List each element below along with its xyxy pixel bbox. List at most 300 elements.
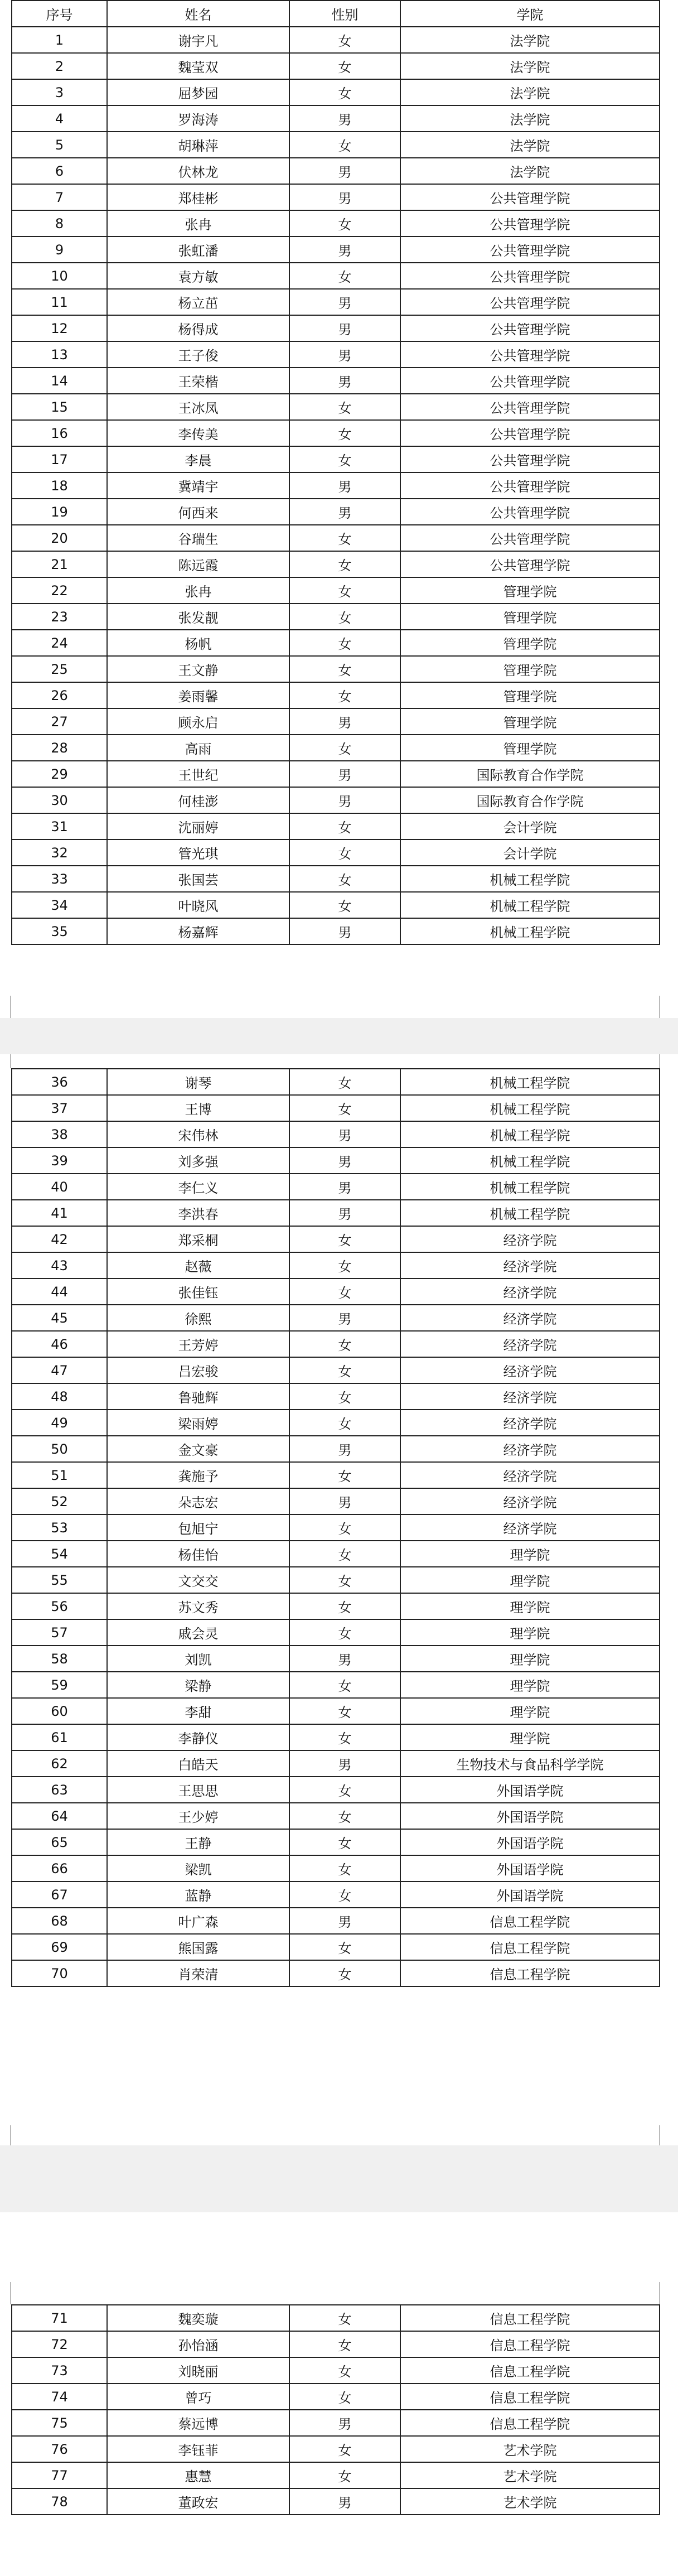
table-row — [12, 27, 660, 53]
cell-gender: 男 — [289, 787, 400, 813]
cell-college: 管理学院 — [400, 682, 660, 708]
cell-no: 2 — [12, 53, 107, 79]
cell-name: 姜雨馨 — [107, 682, 289, 708]
cell-gender: 女 — [289, 263, 400, 289]
cell-college: 公共管理学院 — [400, 263, 660, 289]
cell-name: 王思思 — [107, 1777, 289, 1803]
table-row — [12, 840, 660, 866]
cell-name: 曾巧 — [107, 2384, 289, 2410]
cell-gender: 男 — [289, 1174, 400, 1200]
cell-name: 王博 — [107, 1095, 289, 1121]
table-row — [12, 2410, 660, 2436]
cell-no: 31 — [12, 813, 107, 840]
cell-no: 20 — [12, 525, 107, 551]
cell-no: 17 — [12, 446, 107, 472]
cell-college: 经济学院 — [400, 1305, 660, 1331]
cell-gender: 女 — [289, 1829, 400, 1855]
cell-gender: 男 — [289, 1488, 400, 1514]
cell-gender: 男 — [289, 341, 400, 368]
cell-gender: 女 — [289, 2357, 400, 2384]
cell-college: 法学院 — [400, 53, 660, 79]
cell-name: 文交交 — [107, 1567, 289, 1593]
cell-no: 44 — [12, 1279, 107, 1305]
cell-name: 鲁驰辉 — [107, 1383, 289, 1410]
cell-gender: 女 — [289, 27, 400, 53]
cell-name: 叶晓风 — [107, 892, 289, 918]
table-row — [12, 1960, 660, 1986]
cell-no: 32 — [12, 840, 107, 866]
table-row — [12, 1777, 660, 1803]
cell-gender: 女 — [289, 1960, 400, 1986]
cell-college: 理学院 — [400, 1593, 660, 1619]
cell-college: 经济学院 — [400, 1357, 660, 1383]
cell-no: 23 — [12, 604, 107, 630]
table-row — [12, 892, 660, 918]
cell-gender: 男 — [289, 1200, 400, 1226]
cell-name: 王子俊 — [107, 341, 289, 368]
cell-no: 10 — [12, 263, 107, 289]
cell-no: 64 — [12, 1803, 107, 1829]
cell-gender: 女 — [289, 1226, 400, 1252]
cell-gender: 女 — [289, 2384, 400, 2410]
cell-no: 76 — [12, 2436, 107, 2462]
cell-gender: 女 — [289, 1803, 400, 1829]
table-row — [12, 158, 660, 184]
table-row — [12, 1803, 660, 1829]
table-row — [12, 105, 660, 132]
table-row — [12, 79, 660, 105]
cell-gender: 女 — [289, 132, 400, 158]
cell-gender: 女 — [289, 1777, 400, 1803]
cell-gender: 女 — [289, 394, 400, 420]
cell-gender: 男 — [289, 1436, 400, 1462]
cell-no: 51 — [12, 1462, 107, 1488]
cell-name: 张发靓 — [107, 604, 289, 630]
cell-name: 张国芸 — [107, 866, 289, 892]
cell-gender: 女 — [289, 813, 400, 840]
cell-gender: 女 — [289, 1593, 400, 1619]
cell-college: 公共管理学院 — [400, 368, 660, 394]
cell-name: 王世纪 — [107, 761, 289, 787]
cell-gender: 女 — [289, 892, 400, 918]
cell-no: 41 — [12, 1200, 107, 1226]
cell-name: 李甜 — [107, 1698, 289, 1724]
cell-name: 李晨 — [107, 446, 289, 472]
table-row — [12, 1646, 660, 1672]
table-row — [12, 787, 660, 813]
cell-college: 外国语学院 — [400, 1777, 660, 1803]
student-table-page-1 — [11, 0, 660, 945]
cell-no: 13 — [12, 341, 107, 368]
cell-name: 李仁义 — [107, 1174, 289, 1200]
table-row — [12, 368, 660, 394]
cell-college: 管理学院 — [400, 604, 660, 630]
document-page-1 — [0, 0, 678, 1018]
cell-college: 理学院 — [400, 1646, 660, 1672]
cell-gender: 男 — [289, 1646, 400, 1672]
cell-gender: 女 — [289, 1514, 400, 1541]
cell-gender: 女 — [289, 1383, 400, 1410]
cell-gender: 女 — [289, 53, 400, 79]
cell-college: 机械工程学院 — [400, 1121, 660, 1147]
cell-gender: 女 — [289, 682, 400, 708]
table-row — [12, 525, 660, 551]
cell-college: 机械工程学院 — [400, 1069, 660, 1095]
cell-gender: 女 — [289, 1357, 400, 1383]
cell-no: 63 — [12, 1777, 107, 1803]
cell-gender: 女 — [289, 525, 400, 551]
table-row — [12, 1147, 660, 1174]
cell-name: 杨帆 — [107, 630, 289, 656]
cell-gender: 女 — [289, 1095, 400, 1121]
page-corner-mark — [10, 2125, 11, 2145]
cell-name: 刘多强 — [107, 1147, 289, 1174]
cell-college: 理学院 — [400, 1724, 660, 1750]
page-corner-mark — [10, 2282, 11, 2304]
cell-name: 包旭宁 — [107, 1514, 289, 1541]
cell-college: 经济学院 — [400, 1436, 660, 1462]
cell-no: 30 — [12, 787, 107, 813]
table-row — [12, 735, 660, 761]
cell-gender: 女 — [289, 1252, 400, 1279]
cell-college: 外国语学院 — [400, 1803, 660, 1829]
cell-name: 高雨 — [107, 735, 289, 761]
cell-no: 43 — [12, 1252, 107, 1279]
cell-gender: 男 — [289, 1750, 400, 1777]
cell-college: 法学院 — [400, 79, 660, 105]
cell-gender: 女 — [289, 1724, 400, 1750]
cell-no: 52 — [12, 1488, 107, 1514]
cell-college: 经济学院 — [400, 1462, 660, 1488]
cell-college: 理学院 — [400, 1698, 660, 1724]
cell-gender: 男 — [289, 1908, 400, 1934]
cell-college: 理学院 — [400, 1672, 660, 1698]
cell-gender: 女 — [289, 1855, 400, 1882]
table-row — [12, 237, 660, 263]
table-row — [12, 1855, 660, 1882]
cell-name: 王静 — [107, 1829, 289, 1855]
cell-gender: 女 — [289, 1279, 400, 1305]
cell-college: 管理学院 — [400, 735, 660, 761]
table-row — [12, 1541, 660, 1567]
page-corner-mark — [659, 996, 660, 1018]
table-row — [12, 1410, 660, 1436]
cell-no: 33 — [12, 866, 107, 892]
cell-no: 42 — [12, 1226, 107, 1252]
cell-college: 信息工程学院 — [400, 2305, 660, 2331]
cell-college: 信息工程学院 — [400, 2384, 660, 2410]
cell-college: 公共管理学院 — [400, 472, 660, 499]
cell-name: 王荣楷 — [107, 368, 289, 394]
page-gap — [0, 1018, 678, 1054]
cell-no: 14 — [12, 368, 107, 394]
cell-no: 25 — [12, 656, 107, 682]
table-row — [12, 2331, 660, 2357]
table-row — [12, 1514, 660, 1541]
cell-no: 6 — [12, 158, 107, 184]
page-corner-mark — [659, 1054, 660, 1068]
cell-name: 惠慧 — [107, 2462, 289, 2488]
header-gender: 性别 — [289, 1, 400, 27]
table-row — [12, 761, 660, 787]
table-row — [12, 1619, 660, 1646]
cell-name: 顾永启 — [107, 708, 289, 735]
cell-no: 40 — [12, 1174, 107, 1200]
cell-gender: 女 — [289, 2436, 400, 2462]
cell-name: 戚会灵 — [107, 1619, 289, 1646]
cell-college: 公共管理学院 — [400, 289, 660, 315]
table-row — [12, 918, 660, 944]
cell-no: 4 — [12, 105, 107, 132]
cell-college: 国际教育合作学院 — [400, 761, 660, 787]
table-row — [12, 2462, 660, 2488]
cell-name: 沈丽婷 — [107, 813, 289, 840]
cell-gender: 女 — [289, 2305, 400, 2331]
cell-name: 胡琳萍 — [107, 132, 289, 158]
cell-name: 管光琪 — [107, 840, 289, 866]
table-row — [12, 289, 660, 315]
page-corner-mark — [10, 996, 11, 1018]
table-row — [12, 2488, 660, 2515]
cell-name: 孙怡涵 — [107, 2331, 289, 2357]
cell-name: 屈梦园 — [107, 79, 289, 105]
cell-name: 王少婷 — [107, 1803, 289, 1829]
cell-no: 54 — [12, 1541, 107, 1567]
cell-college: 机械工程学院 — [400, 892, 660, 918]
page-corner-mark — [659, 2125, 660, 2145]
header-no: 序号 — [12, 1, 107, 27]
cell-no: 60 — [12, 1698, 107, 1724]
table-row — [12, 551, 660, 577]
cell-name: 熊国露 — [107, 1934, 289, 1960]
cell-no: 58 — [12, 1646, 107, 1672]
table-row — [12, 1829, 660, 1855]
cell-college: 经济学院 — [400, 1279, 660, 1305]
cell-gender: 女 — [289, 1619, 400, 1646]
cell-college: 公共管理学院 — [400, 499, 660, 525]
cell-name: 李静仪 — [107, 1724, 289, 1750]
cell-college: 公共管理学院 — [400, 394, 660, 420]
table-row — [12, 630, 660, 656]
cell-gender: 女 — [289, 210, 400, 237]
cell-no: 1 — [12, 27, 107, 53]
cell-gender: 女 — [289, 1410, 400, 1436]
cell-college: 公共管理学院 — [400, 184, 660, 210]
table-row — [12, 210, 660, 237]
cell-gender: 男 — [289, 184, 400, 210]
cell-no: 7 — [12, 184, 107, 210]
cell-no: 48 — [12, 1383, 107, 1410]
table-row — [12, 1750, 660, 1777]
table-row — [12, 1331, 660, 1357]
cell-gender: 男 — [289, 2410, 400, 2436]
cell-no: 8 — [12, 210, 107, 237]
document-page-2 — [0, 1054, 678, 2145]
cell-no: 61 — [12, 1724, 107, 1750]
cell-college: 外国语学院 — [400, 1829, 660, 1855]
cell-no: 29 — [12, 761, 107, 787]
cell-college: 机械工程学院 — [400, 918, 660, 944]
cell-college: 信息工程学院 — [400, 1960, 660, 1986]
table-row — [12, 1069, 660, 1095]
cell-no: 50 — [12, 1436, 107, 1462]
cell-college: 管理学院 — [400, 630, 660, 656]
cell-gender: 男 — [289, 472, 400, 499]
table-row — [12, 1436, 660, 1462]
cell-gender: 女 — [289, 1672, 400, 1698]
cell-name: 董政宏 — [107, 2488, 289, 2515]
cell-name: 苏文秀 — [107, 1593, 289, 1619]
table-row — [12, 1174, 660, 1200]
table-row — [12, 1121, 660, 1147]
cell-name: 白皓天 — [107, 1750, 289, 1777]
cell-college: 机械工程学院 — [400, 1147, 660, 1174]
table-row — [12, 132, 660, 158]
table-row — [12, 1934, 660, 1960]
cell-college: 法学院 — [400, 158, 660, 184]
table-body-page-3 — [12, 2305, 660, 2515]
cell-name: 张虹潘 — [107, 237, 289, 263]
cell-no: 65 — [12, 1829, 107, 1855]
cell-name: 杨嘉辉 — [107, 918, 289, 944]
table-row — [12, 708, 660, 735]
cell-college: 管理学院 — [400, 708, 660, 735]
cell-name: 金文豪 — [107, 1436, 289, 1462]
cell-gender: 女 — [289, 656, 400, 682]
cell-no: 49 — [12, 1410, 107, 1436]
cell-gender: 男 — [289, 368, 400, 394]
cell-gender: 男 — [289, 1147, 400, 1174]
cell-gender: 男 — [289, 237, 400, 263]
cell-name: 梁凯 — [107, 1855, 289, 1882]
cell-no: 68 — [12, 1908, 107, 1934]
cell-name: 刘晓丽 — [107, 2357, 289, 2384]
table-row — [12, 656, 660, 682]
cell-college: 信息工程学院 — [400, 2410, 660, 2436]
cell-name: 肖荣清 — [107, 1960, 289, 1986]
cell-no: 53 — [12, 1514, 107, 1541]
cell-gender: 男 — [289, 918, 400, 944]
cell-gender: 男 — [289, 708, 400, 735]
table-row — [12, 472, 660, 499]
cell-college: 会计学院 — [400, 840, 660, 866]
table-row — [12, 813, 660, 840]
cell-name: 刘凯 — [107, 1646, 289, 1672]
cell-college: 经济学院 — [400, 1383, 660, 1410]
cell-no: 77 — [12, 2462, 107, 2488]
cell-gender: 男 — [289, 2488, 400, 2515]
cell-college: 公共管理学院 — [400, 420, 660, 446]
cell-no: 28 — [12, 735, 107, 761]
cell-name: 李洪春 — [107, 1200, 289, 1226]
page-corner-mark — [659, 2282, 660, 2304]
cell-no: 47 — [12, 1357, 107, 1383]
cell-college: 理学院 — [400, 1619, 660, 1646]
cell-name: 张佳钰 — [107, 1279, 289, 1305]
table-row — [12, 420, 660, 446]
cell-college: 公共管理学院 — [400, 551, 660, 577]
cell-name: 朵志宏 — [107, 1488, 289, 1514]
cell-name: 郑采桐 — [107, 1226, 289, 1252]
cell-no: 22 — [12, 577, 107, 604]
cell-college: 外国语学院 — [400, 1882, 660, 1908]
cell-gender: 女 — [289, 446, 400, 472]
cell-no: 26 — [12, 682, 107, 708]
table-row — [12, 1488, 660, 1514]
cell-name: 吕宏骏 — [107, 1357, 289, 1383]
cell-college: 公共管理学院 — [400, 210, 660, 237]
cell-gender: 男 — [289, 1121, 400, 1147]
cell-gender: 女 — [289, 2462, 400, 2488]
cell-gender: 女 — [289, 79, 400, 105]
cell-name: 李传美 — [107, 420, 289, 446]
cell-gender: 女 — [289, 1541, 400, 1567]
cell-college: 信息工程学院 — [400, 2331, 660, 2357]
cell-college: 法学院 — [400, 105, 660, 132]
table-row — [12, 263, 660, 289]
cell-no: 37 — [12, 1095, 107, 1121]
cell-gender: 女 — [289, 1698, 400, 1724]
table-row — [12, 1357, 660, 1383]
table-row — [12, 394, 660, 420]
cell-gender: 男 — [289, 1305, 400, 1331]
cell-no: 3 — [12, 79, 107, 105]
cell-no: 70 — [12, 1960, 107, 1986]
table-row — [12, 577, 660, 604]
cell-no: 78 — [12, 2488, 107, 2515]
cell-name: 叶广森 — [107, 1908, 289, 1934]
cell-college: 经济学院 — [400, 1331, 660, 1357]
cell-no: 15 — [12, 394, 107, 420]
cell-college: 公共管理学院 — [400, 446, 660, 472]
cell-no: 55 — [12, 1567, 107, 1593]
table-row — [12, 682, 660, 708]
cell-college: 公共管理学院 — [400, 315, 660, 341]
student-table-page-3 — [11, 2304, 660, 2515]
cell-name: 谷瑞生 — [107, 525, 289, 551]
cell-gender: 女 — [289, 735, 400, 761]
cell-gender: 女 — [289, 577, 400, 604]
cell-college: 信息工程学院 — [400, 2357, 660, 2384]
cell-name: 魏莹双 — [107, 53, 289, 79]
cell-college: 机械工程学院 — [400, 1174, 660, 1200]
cell-name: 何桂澎 — [107, 787, 289, 813]
cell-no: 5 — [12, 132, 107, 158]
cell-no: 11 — [12, 289, 107, 315]
cell-gender: 男 — [289, 315, 400, 341]
cell-no: 71 — [12, 2305, 107, 2331]
cell-college: 机械工程学院 — [400, 1200, 660, 1226]
cell-name: 魏奕璇 — [107, 2305, 289, 2331]
cell-no: 66 — [12, 1855, 107, 1882]
table-body-page-2 — [12, 1069, 660, 1986]
cell-gender: 女 — [289, 866, 400, 892]
table-row — [12, 1305, 660, 1331]
cell-no: 72 — [12, 2331, 107, 2357]
cell-name: 罗海涛 — [107, 105, 289, 132]
page-corner-mark — [10, 1054, 11, 1068]
cell-name: 杨得成 — [107, 315, 289, 341]
cell-college: 管理学院 — [400, 577, 660, 604]
cell-no: 69 — [12, 1934, 107, 1960]
table-row — [12, 184, 660, 210]
cell-name: 张冉 — [107, 210, 289, 237]
table-row — [12, 1908, 660, 1934]
cell-college: 生物技术与食品科学学院 — [400, 1750, 660, 1777]
table-row — [12, 1567, 660, 1593]
cell-gender: 男 — [289, 105, 400, 132]
cell-no: 34 — [12, 892, 107, 918]
